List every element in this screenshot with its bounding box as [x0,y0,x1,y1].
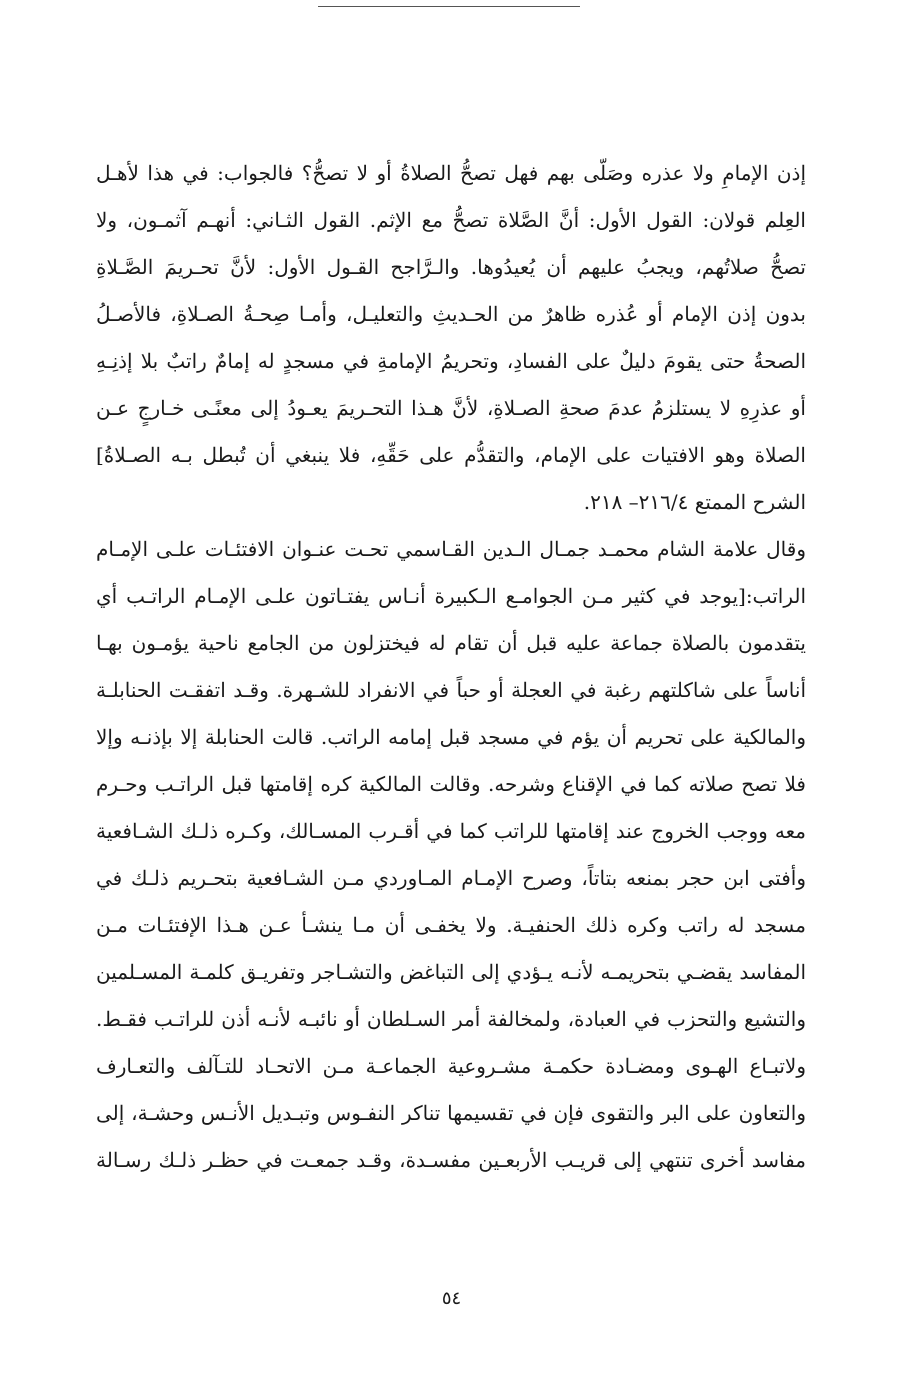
page-number: ٥٤ [441,1288,462,1309]
text-line: ولاتبـاع الهـوى ومضـادة حكمـة مشـروعية الجماعـة مـن الاتحـاد للتـآلف والتعـارف [96,1054,806,1078]
text-line: بدون إذن الإمام أو عُذره ظاهرٌ من الحـديثِ والتعليـل، وأمـا صِحـةُ الصـلاةِ، فالأصـلُ [96,302,806,326]
paragraph-1 [96,150,806,526]
text-line: والتشيع والتحزب في العبادة، ولمخالفة أمر السـلطان أو نائبـه لأنـه أذن للراتـب فقـط. [96,1007,806,1031]
text-line: والمالكية على تحريم أن يؤم في مسجد قبل إمامه الراتب. قالت الحنابلة إلا بإذنـه وإلا [96,725,806,749]
text-line: يتقدمون بالصلاة جماعة عليه قبل أن تقام له فيختزلون من الجامع ناحية يؤمـون بهـا [96,631,806,655]
paragraph-2 [96,526,806,1184]
text-line: الراتب:[يوجد في كثير مـن الجوامـع الـكبيرة أنـاس يفتـاتون علـى الإمـام الراتـب أي [96,584,806,608]
text-line: الصحةُ حتى يقومَ دليلٌ على الفسادِ، وتحريمُ الإمامةِ في مسجدٍ له إمامٌ راتبٌ بلا إذنِـهِ [96,349,806,373]
body-text [96,150,806,1184]
text-line: أناساً على شاكلتهم رغبة في العجلة أو حباً في الانفراد للشـهرة. وقـد اتفقـت الحنابلـة [96,678,806,702]
text-line: إذن الإمامِ ولا عذره وصَلّى بهم فهل تصحُّ الصلاةُ أو لا تصحُّ؟ فالجواب: في هذا لأهـل [96,161,806,185]
text-line: تصحُّ صلاتُهم، ويجبُ عليهم أن يُعيدُوها. والـرَّاجح القـول الأول: لأنَّ تحـريمَ الصَّـلاةِ [96,255,806,279]
text-line: والتعاون على البر والتقوى فإن في تقسيمها تناكر النفـوس وتبـديل الأنـس وحشـة، إلى [96,1101,806,1125]
text-line: وأفتى ابن حجر بمنعه بتاتاً، وصرح الإمـام المـاوردي مـن الشـافعية بتحـريم ذلـك في [96,866,806,890]
text-line: مسجد له راتب وكره ذلك الحنفيـة. ولا يخفـى أن مـا ينشـأ عـن هـذا الإفتئـات مـن [96,913,806,937]
citation-line: الشرح الممتع ٢١٦/٤– ٢١٨. [583,490,806,514]
text-line: مفاسد أخرى تنتهي إلى قريـب الأربعـين مفسـدة، وقـد جمعـت في حظـر ذلـك رسـالة [96,1148,806,1172]
text-line: أو عذرِهِ لا يستلزمُ عدمَ صحةِ الصـلاةِ، لأنَّ هـذا التحـريمَ يعـودُ إلى معنًـى خـارجٍ عـن [96,396,806,420]
top-rule [318,6,580,7]
text-line: العِلم قولان: القول الأول: أنَّ الصَّلاة تصحُّ مع الإثم. القول الثـاني: أنهـم آثمـون، ولا [96,208,806,232]
text-line: فلا تصح صلاته كما في الإقناع وشرحه. وقالت المالكية كره إقامتها قبل الراتـب وحـرم [96,772,806,796]
text-line: المفاسد يقضـي بتحريمـه لأنـه يـؤدي إلى التباغض والتشـاجر وتفريـق كلمـة المسـلمين [96,960,806,984]
text-line: معه ووجب الخروج عند إقامتها للراتب كما في أقـرب المسـالك، وكـره ذلـك الشـافعية [96,819,806,843]
text-line: وقال علامة الشام محمـد جمـال الـدين القـاسمي تحـت عنـوان الافتئـات علـى الإمـام [96,537,806,561]
text-line: الصلاة وهو الافتيات على الإمام، والتقدُّم على حَقِّهِ، فلا ينبغي أن تُبطل بـه الصـلاةُ] [96,443,806,467]
